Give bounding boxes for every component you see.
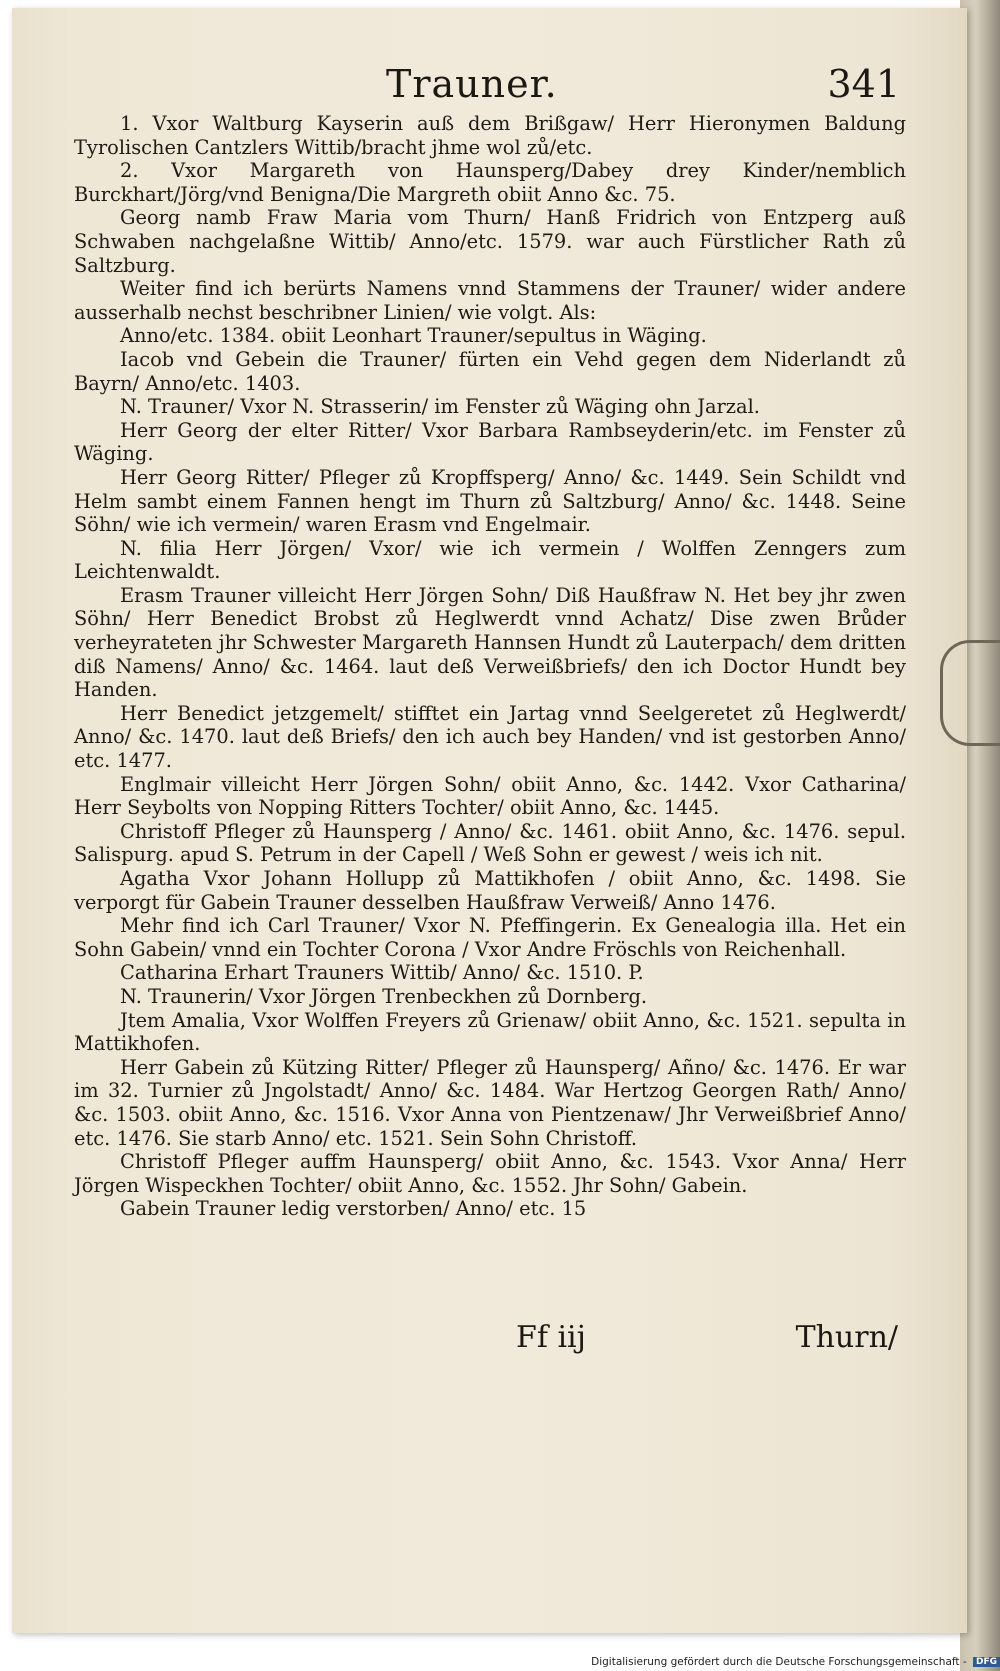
credit-text: Digitalisierung gefördert durch die Deutsche Forschungsgemeinschaft -: [591, 1656, 967, 1668]
paragraph: Erasm Trauner villeicht Herr Jörgen Sohn/ Diß Haußfraw N. Het bey jhr zwen Söhn/ Herr Benedict Brobst zů Heglwerdt vnnd Achatz/ Dise zwen Brůder verheyrateten jhr Schwester Margareth Hannsen Hundt zů Lauterpach/ dem dritten diß Namens/ Anno/ &c. 1464. laut deß Verweißbriefs/ den ich Doctor Hundt bey Handen.: [74, 583, 906, 702]
paragraph: 1. Vxor Waltburg Kayserin auß dem Brißgaw/ Herr Hieronymen Baldung Tyrolischen Cantzlers Wittib/bracht jhme wol zů/etc.: [74, 112, 906, 159]
paragraph: N. Traunerin/ Vxor Jörgen Trenbeckhen zů Dornberg.: [120, 984, 648, 1008]
paragraph: Georg namb Fraw Maria vom Thurn/ Hanß Fridrich von Entzperg auß Schwaben nachgelaßne Wittib/ Anno/etc. 1579. war auch Fürstlicher Rath zů Saltzburg.: [74, 206, 906, 277]
paragraph: Herr Georg Ritter/ Pfleger zů Kropffsperg/ Anno/ &c. 1449. Sein Schildt vnd Helm sambt einem Fannen hengt im Thurn zů Saltzburg/ Anno/ &c. 1448. Seine Söhn/ wie ich vermein/ waren Erasm vnd Engelmair.: [74, 465, 906, 537]
paragraph: Mehr find ich Carl Trauner/ Vxor N. Pfeffingerin. Ex Genealogia illa. Het ein Sohn Gabein/ vnnd ein Tochter Corona / Vxor Andre Fröschls von Reichenhall.: [74, 914, 906, 961]
page-footer: [74, 1320, 906, 1370]
page-number: 341: [827, 62, 900, 106]
paragraph: Christoff Pfleger auffm Haunsperg/ obiit Anno, &c. 1543. Vxor Anna/ Herr Jörgen Wispeckhen Tochter/ obiit Anno, &c. 1552. Jhr Sohn/ Gabein.: [74, 1150, 906, 1197]
paragraph: Englmair villeicht Herr Jörgen Sohn/ obiit Anno, &c. 1442. Vxor Catharina/ Herr Seybolts von Nopping Ritters Tochter/ obiit Anno, &c. 1445.: [74, 772, 906, 820]
signature-mark: Ff iij: [516, 1320, 586, 1355]
paragraph: 2. Vxor Margareth von Haunsperg/Dabey drey Kinder/nemblich Burckhart/Jörg/vnd Benigna/Die Margreth obiit Anno &c. 75.: [74, 159, 906, 206]
paragraph: Catharina Erhart Trauners Wittib/ Anno/ &c. 1510. P.: [120, 961, 644, 985]
page-header: [80, 62, 900, 110]
paragraph: Gabein Trauner ledig verstorben/ Anno/ etc. 15: [120, 1197, 587, 1221]
paragraph: Herr Gabein zů Kützing Ritter/ Pfleger zů Haunsperg/ Añno/ &c. 1476. Er war im 32. Turnier zů Jngolstadt/ Anno/ &c. 1484. War Hertzog Georgen Rath/ Anno/ &c. 1503. obiit Anno, &c. 1516. Vxor Anna von Pientzenaw/ Jhr Verweißbrief Anno/ etc. 1476. Sie starb Anno/ etc. 1521. Sein Sohn Christoff.: [74, 1055, 906, 1150]
paragraph: Jtem Amalia, Vxor Wolffen Freyers zů Grienaw/ obiit Anno, &c. 1521. sepulta in Mattikhofen.: [74, 1008, 906, 1056]
paragraph: Herr Benedict jetzgemelt/ stifftet ein Jartag vnnd Seelgeretet zů Heglwerdt/ Anno/ &c. 1470. laut deß Briefs/ den ich auch bey Handen/ vnd ist gestorben Anno/ etc. 1477.: [74, 701, 906, 773]
paragraph: Weiter find ich berürts Namens vnnd Stammens der Trauner/ wider andere ausserhalb nechst beschribner Linien/ wie volgt. Als:: [74, 277, 906, 324]
body-text: [74, 112, 906, 1221]
page-tab-marker: [940, 640, 1000, 746]
paragraph: Agatha Vxor Johann Hollupp zů Mattikhofen / obiit Anno, &c. 1498. Sie verporgt für Gabein Trauner desselben Haußfraw Verweiß/ Anno 1476.: [74, 867, 906, 914]
dfg-logo: DFG: [973, 1657, 1000, 1667]
catchword: Thurn/: [795, 1320, 898, 1355]
paragraph: N. filia Herr Jörgen/ Vxor/ wie ich vermein / Wolffen Zenngers zum Leichtenwaldt.: [74, 536, 906, 584]
paragraph: Christoff Pfleger zů Haunsperg / Anno/ &c. 1461. obiit Anno, &c. 1476. sepul. Salispurg. apud S. Petrum in der Capell / Weß Sohn er gewest / weis ich nit.: [74, 819, 906, 867]
paragraph: Herr Georg der elter Ritter/ Vxor Barbara Rambseyderin/etc. im Fenster zů Wäging.: [74, 418, 906, 466]
paragraph: N. Trauner/ Vxor N. Strasserin/ im Fenster zů Wäging ohn Jarzal.: [120, 395, 760, 419]
digitization-credit: [560, 1656, 1000, 1671]
paragraph: Iacob vnd Gebein die Trauner/ fürten ein Vehd gegen dem Niderlandt zů Bayrn/ Anno/etc. 1403.: [74, 347, 906, 395]
running-head: Trauner.: [386, 62, 558, 106]
paragraph: Anno/etc. 1384. obiit Leonhart Trauner/sepultus in Wäging.: [120, 324, 707, 348]
